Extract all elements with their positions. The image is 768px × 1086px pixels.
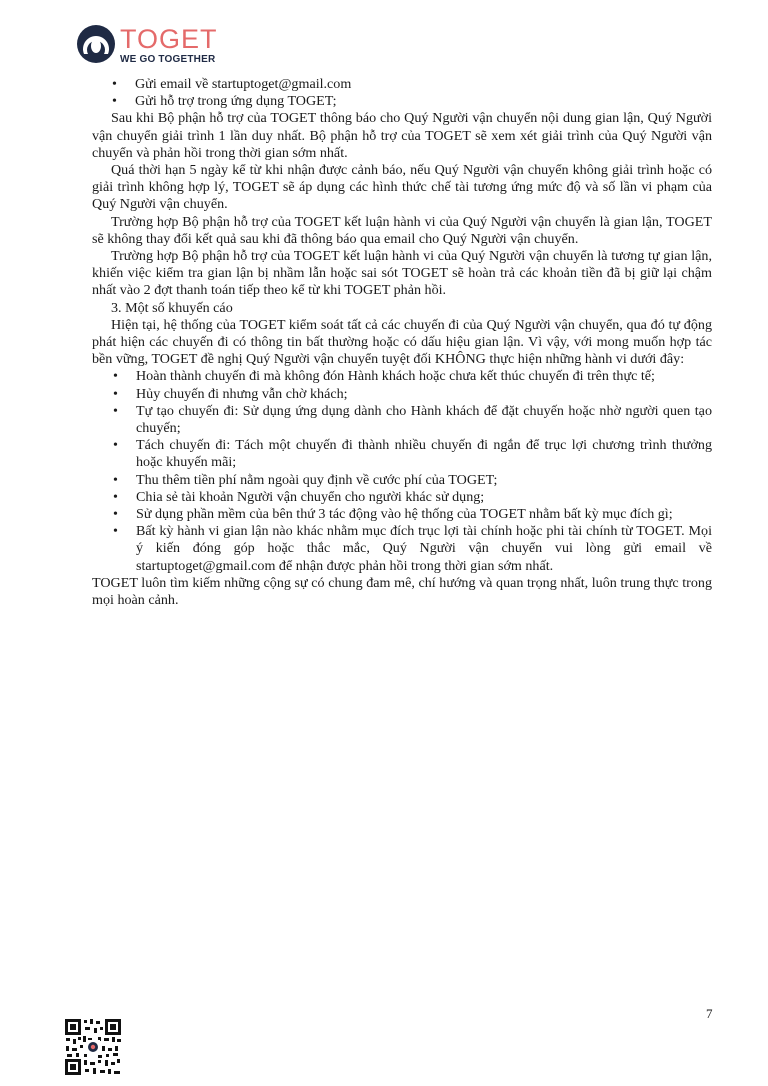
list-item: • Gửi hỗ trợ trong ứng dụng TOGET; — [112, 93, 712, 110]
section-heading: 3. Một số khuyến cáo — [111, 299, 233, 316]
list-item: • Hoàn thành chuyến đi mà không đón Hành khách hoặc chưa kết thúc chuyến đi trên thực tế; — [113, 368, 712, 385]
list-item: • Chia sẻ tài khoản Người vận chuyển cho người khác sử dụng; — [113, 489, 712, 506]
contact-list — [112, 76, 712, 110]
qr-code-icon — [64, 1018, 122, 1076]
document-body — [92, 76, 712, 609]
list-item: • Hủy chuyến đi nhưng vẫn chờ khách; — [113, 386, 712, 403]
paragraph: Quá thời hạn 5 ngày kể từ khi nhận được cảnh báo, nếu Quý Người vận chuyển không giải trình hoặc có giải trình không hợp lý, TOGET sẽ áp dụng các hình thức chế tài tương ứng mức độ và số lần vi phạm của Quý Người vận chuyển. — [92, 162, 712, 213]
list-item: • Bất kỳ hành vi gian lận nào khác nhằm mục đích trục lợi tài chính hoặc phi tài chính từ TOGET. Mọi ý kiến đóng góp hoặc thắc mắc, Quý Người vận chuyển vui lòng gửi email về startuptoget@gmail.com để nhận được phản hồi trong thời gian sớm nhất. — [113, 523, 712, 575]
paragraph: Trường hợp Bộ phận hỗ trợ của TOGET kết luận hành vi của Quý Người vận chuyển là gian lận, TOGET sẽ không thay đổi kết quả sau khi đã thông báo qua email cho Quý Người vận chuyển. — [92, 213, 712, 247]
toget-logo-icon — [76, 24, 116, 64]
paragraph: Hiện tại, hệ thống của TOGET kiểm soát tất cả các chuyến đi của Quý Người vận chuyển, qua đó tự động phát hiện các chuyến đi có thông tin bất thường hoặc có dấu hiệu gian lận. Vì vậy, với mong muốn hợp tác bền vững, TOGET đề nghị Quý Người vận chuyển tuyệt đối KHÔNG thực hiện những hành vi dưới đây: — [92, 316, 712, 368]
toget-logo — [76, 24, 236, 68]
list-item: • Tách chuyến đi: Tách một chuyến đi thành nhiều chuyến đi ngắn để trục lợi chương trình thưởng hoặc khuyến mãi; — [113, 437, 712, 471]
brand-tagline: WE GO TOGETHER — [120, 54, 216, 65]
list-item: • Tự tạo chuyến đi: Sử dụng ứng dụng dành cho Hành khách để đặt chuyến hoặc nhờ người quen tạo chuyến; — [113, 403, 712, 437]
list-item: • Gửi email về startuptoget@gmail.com — [112, 76, 712, 93]
paragraph: Trường hợp Bộ phận hỗ trợ của TOGET kết luận hành vi của Quý Người vận chuyển là tương tự gian lận, khiến việc kiểm tra gian lận bị nhầm lẫn hoặc sai sót TOGET sẽ hoàn trả các khoản tiền đã bị giữ lại chậm nhất vào 2 đợt thanh toán tiếp theo kể từ khi TOGET phản hồi. — [92, 248, 712, 299]
brand-name: TOGET — [120, 24, 218, 54]
list-item: • Thu thêm tiền phí nằm ngoài quy định về cước phí của TOGET; — [113, 472, 712, 489]
page-number: 7 — [706, 1006, 713, 1021]
paragraph: Sau khi Bộ phận hỗ trợ của TOGET thông báo cho Quý Người vận chuyển nội dung gian lận, Quý Người vận chuyển giải trình 1 lần duy nhất. Bộ phận hỗ trợ của TOGET sẽ xem xét giải trình của Quý Người vận chuyển và phản hồi trong thời gian sớm nhất. — [92, 110, 712, 161]
list-item: • Sử dụng phần mềm của bên thứ 3 tác động vào hệ thống của TOGET nhằm bất kỳ mục đích gì; — [113, 506, 712, 523]
closing-paragraph: TOGET luôn tìm kiếm những cộng sự có chung đam mê, chí hướng và quan trọng nhất, luôn trung thực trong mọi hoàn cảnh. — [92, 574, 712, 609]
prohibited-list — [113, 368, 712, 574]
